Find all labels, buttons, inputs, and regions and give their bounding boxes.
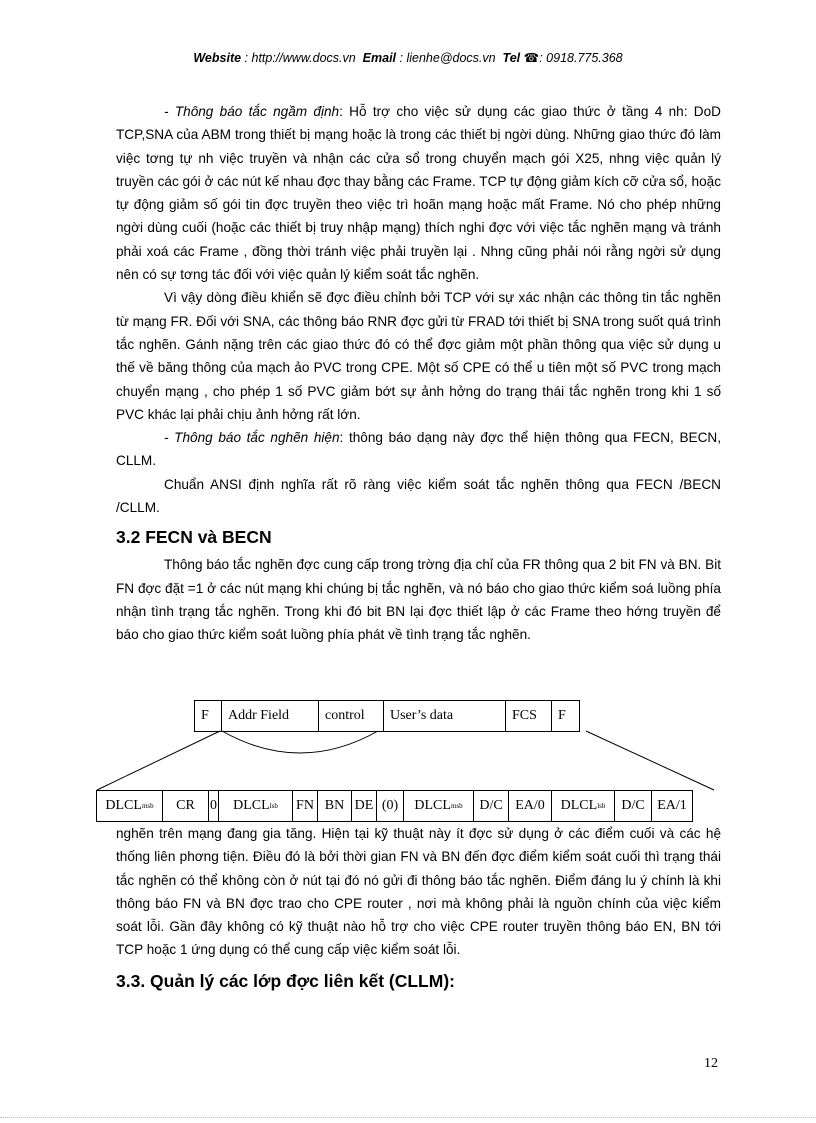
field-dc: D/C [474,791,509,821]
frame-user-data: User’s data [384,701,506,731]
frame-flag-end: F [558,708,566,723]
field-dlcl-lsb-2: DLCL lsb [552,791,615,821]
field-ea1: EA/1 [657,798,687,813]
tel-label: Tel [502,51,521,65]
field-dc-2: D/C [615,791,652,821]
explicit-notification-text: : thông báo dạng này đợc thể hiện thông qua FECN, BECN, CLLM. [116,430,721,469]
address-field-structure [96,790,693,822]
paragraph-implicit-notification [116,100,721,286]
field-fn: FN [293,791,318,821]
paragraph-fn-bn-usage: nghẽn trên mạng đang gia tăng. Hiện tại kỹ thuật này ít đợc sử dụng ở các điểm cuối và các hệ thống liên phơng tiện. Điều đó là bởi thời gian FN và BN đến đợc điểm kiểm soát cuối thì trạng thái tắc nghẽn có thể không còn ở nút tại đó nó gửi đi thông báo tắc nghẽn. Điểm đáng lu ý chính là khi thông báo FN và BN đợc trao cho CPE router , nơi mà không phải là nguồn chính của việc kiểm soát lỗi. Gần đây không có kỹ thuật nào hỗ trợ cho việc CPE router truyền thông báo EN, BN tới TCP hoặc 1 ứng dụng có thể cung cấp việc kiểm soát lỗi. [116,826,721,958]
field-ea0: EA/0 [509,791,552,821]
paragraph-explicit-notification [116,426,721,473]
page-header [0,50,816,65]
frame-flag-start: F [195,701,222,731]
field-cr: CR [163,791,209,821]
field-dlcl-msb: DLCL msb [97,791,163,821]
email-label: Email [362,51,397,65]
website-label: Website [193,51,242,65]
email-value: : lienhe@docs.vn [399,51,496,65]
implicit-notification-lead: - Thông báo tắc ngầm định [164,104,340,119]
page-content [116,100,721,647]
tel-value: : 0918.775.368 [539,51,623,65]
field-dlcl-msb-2: DLCL msb [404,791,474,821]
field-de: DE [352,791,377,821]
paragraph-fecn-becn: Thông báo tắc nghẽn đợc cung cấp trong trờng địa chỉ của FR thông qua 2 bit FN và BN. Bit FN đợc đặt =1 ở các nút mạng khi chúng bị tắc nghẽn, và nó báo cho giao thức kiểm soá luồng phía nhận tình trạng tắc nghẽn. Trong khi đó bit BN lại đợc thiết lập ở các Frame theo hớng truyền để báo cho giao thức kiểm soát luồng phía phát về tình trạng tắc nghẽn. [116,557,721,643]
frame-addr-field: Addr Field [222,701,319,731]
section-heading-3-2: 3.2 FECN và BECN [116,527,272,548]
website-value: : http://www.docs.vn [244,51,356,65]
field-zero-paren: (0) [377,791,404,821]
footer-divider [0,1117,816,1118]
field-zero: 0 [209,791,219,821]
explicit-notification-lead: - Thông báo tắc nghẽn hiện [164,430,340,446]
field-dlcl-lsb: DLCL lsb [219,791,293,821]
implicit-notification-text: : Hỗ trợ cho việc sử dụng các giao thức ở tầng 4 nh: DoD TCP,SNA của ABM trong thiết bị mạng hoặc là trong các thiết bị ngời dùng. Những giao thức đó làm việc tơng tự nh việc truyền và nhận các cửa sổ trong chuyển mạch gói X25, nhng việc quản lý truyền các gói ở các nút kế nhau đợc thay bằng các Frame. TCP tự động giảm kích cỡ cửa sổ, hoặc tự động giảm số gói tin đợc truyền theo việc trì hoãn mạng hoặc mất Frame. Nó cho phép những ngời dùng cuối (hoặc các thiết bị truy nhập mạng) thích nghi đợc với việc tắc nghẽn mạng và tránh phải xoá các Frame , đồng thời tránh việc phải truyền lại . Nhng cũng phải nói rằng ngời sử dụng nên có sự tơng tác đối với việc quản lý kiểm soát tắc nghẽn. [116,104,721,283]
field-bn: BN [318,791,352,821]
section-heading-3-3: 3.3. Quản lý các lớp đợc liên kết (CLLM): [116,970,455,991]
frame-control: control [319,701,384,731]
page-number: 12 [704,1056,718,1071]
page-content-continued [116,822,721,995]
frame-structure [194,700,580,732]
phone-icon: ☎ [523,51,540,65]
paragraph-ansi: Chuẩn ANSI định nghĩa rất rõ ràng việc kiểm soát tắc nghẽn thông qua FECN /BECN /CLLM. [116,476,721,516]
paragraph-tcp-control: Vì vậy dòng điều khiển sẽ đợc điều chỉnh bởi TCP với sự xác nhận các thông tin tắc nghẽn từ mạng FR. Đối với SNA, các thông báo RNR đợc gửi từ FRAD tới thiết bị SNA trong suốt quá trình tắc nghẽn. Gánh nặng trên các giao thức đó có thể đợc giảm một phần thông qua việc sử dụng u thế về băng thông của mạch ảo PVC trong CPE. Một số CPE có thể u tiên một số PVC trong mạch chuyển mạng , cho phép 1 số PVC giảm bớt sự ảnh hởng do trạng thái tắc nghẽn trong khi 1 số PVC khác lại phải chịu ảnh hởng rất lớn. [116,290,721,422]
frame-fcs: FCS [506,701,552,731]
